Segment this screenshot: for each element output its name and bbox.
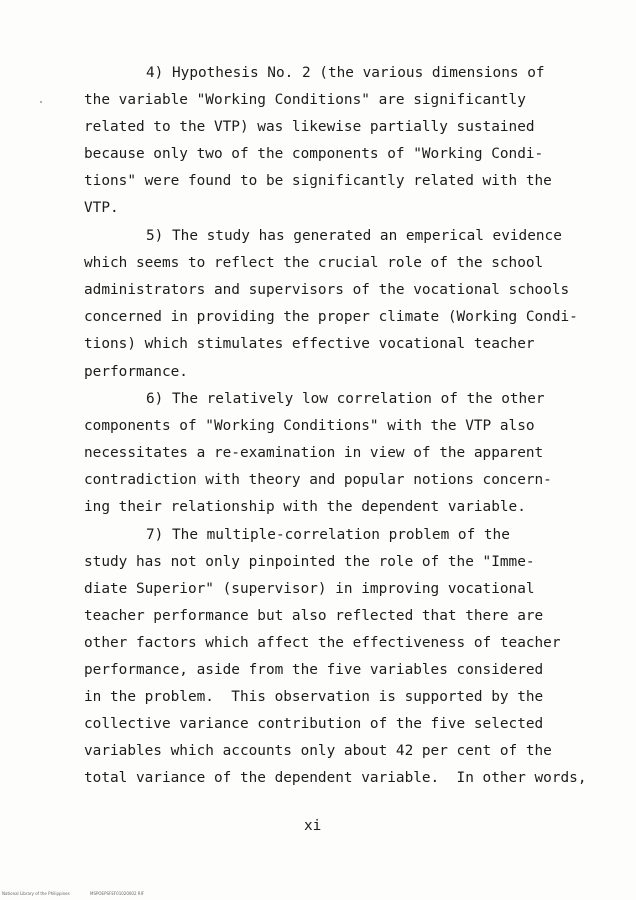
text-line-23: performance, aside from the five variables considered — [84, 662, 544, 678]
text-line-7: 5) The study has generated an emperical evidence — [146, 228, 562, 244]
text-line-19: study has not only pinpointed the role of the "Imme- — [84, 554, 535, 570]
text-line-20: diate Superior" (supervisor) in improving vocational — [84, 581, 535, 597]
text-line-18: 7) The multiple-correlation problem of the — [146, 527, 510, 543]
text-line-8: which seems to reflect the crucial role of the school — [84, 255, 544, 271]
text-line-22: other factors which affect the effectiveness of teacher — [84, 635, 561, 651]
text-line-16: contradiction with theory and popular notions concern- — [84, 472, 552, 488]
text-line-17: ing their relationship with the dependent variable. — [84, 499, 526, 515]
text-line-12: performance. — [84, 364, 188, 380]
text-line-24: in the problem. This observation is supported by the — [84, 689, 544, 705]
text-line-27: total variance of the dependent variable. In other words, — [84, 770, 587, 786]
text-line-1: 4) Hypothesis No. 2 (the various dimensions of — [146, 65, 545, 81]
text-line-10: concerned in providing the proper climate (Working Condi- — [84, 309, 578, 325]
text-line-2: the variable "Working Conditions" are significantly — [84, 92, 526, 108]
text-line-9: administrators and supervisors of the vocational schools — [84, 282, 570, 298]
text-line-3: related to the VTP) was likewise partially sustained — [84, 119, 535, 135]
footer-id: MSPOEPSFEF01020002 RIF — [90, 891, 145, 896]
text-line-13: 6) The relatively low correlation of the other — [146, 391, 545, 407]
text-line-15: necessitates a re-examination in view of the apparent — [84, 445, 544, 461]
page-number: xi — [304, 818, 322, 834]
footer-library: National Library of the Philippines — [2, 891, 70, 896]
text-line-26: variables which accounts only about 42 per cent of the — [84, 743, 552, 759]
text-line-4: because only two of the components of "Working Condi- — [84, 146, 544, 162]
text-line-14: components of "Working Conditions" with the VTP also — [84, 418, 535, 434]
text-line-11: tions) which stimulates effective vocational teacher — [84, 336, 535, 352]
text-line-25: collective variance contribution of the five selected — [84, 716, 544, 732]
text-line-5: tions" were found to be significantly related with the — [84, 173, 552, 189]
scan-speck — [40, 101, 42, 103]
text-line-6: VTP. — [84, 200, 119, 216]
text-line-21: teacher performance but also reflected that there are — [84, 608, 544, 624]
